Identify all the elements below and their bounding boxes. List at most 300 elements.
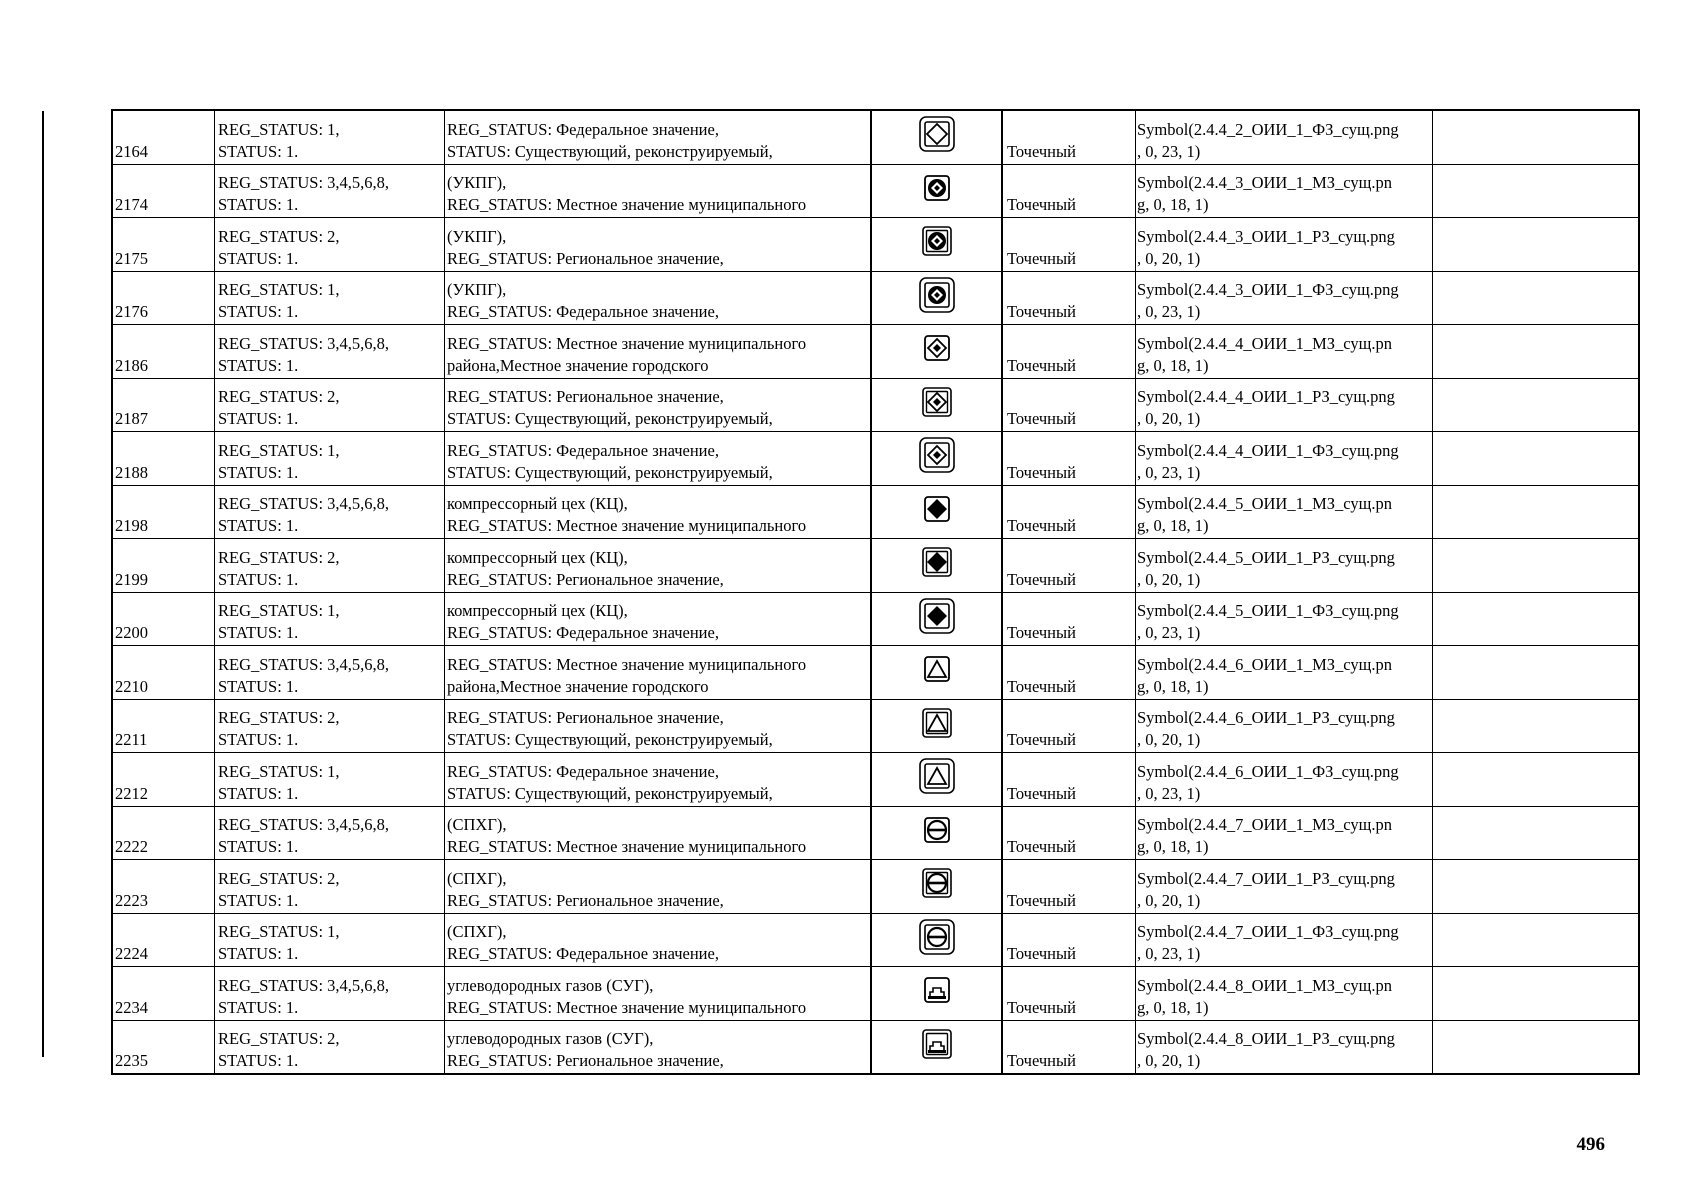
row-description bbox=[445, 913, 872, 967]
row-id bbox=[112, 967, 215, 1021]
row-expression-line: , 0, 20, 1) bbox=[1137, 409, 1201, 428]
row-symbol bbox=[871, 913, 1002, 967]
table-row bbox=[112, 860, 1639, 914]
row-description bbox=[445, 1020, 872, 1074]
row-empty-cell bbox=[1433, 432, 1640, 486]
row-expression bbox=[1136, 110, 1433, 164]
row-type bbox=[1002, 646, 1136, 700]
row-description bbox=[445, 539, 872, 593]
row-expression-line: Symbol(2.4.4_4_ОИИ_1_РЗ_сущ.png bbox=[1137, 387, 1395, 406]
row-type bbox=[1002, 967, 1136, 1021]
table-row bbox=[112, 432, 1639, 486]
compressor-station-federal-icon bbox=[919, 116, 955, 158]
row-expression-line: Symbol(2.4.4_7_ОИИ_1_МЗ_сущ.pn bbox=[1137, 815, 1392, 834]
row-description-line: STATUS: Существующий, реконструируемый, bbox=[447, 730, 773, 749]
row-description-line: (СПХГ), bbox=[447, 922, 507, 941]
row-id bbox=[112, 110, 215, 164]
row-expression bbox=[1136, 646, 1433, 700]
gas-treatment-regional-icon bbox=[919, 223, 955, 265]
row-type-line: Точечный bbox=[1007, 195, 1076, 214]
page-number: 496 bbox=[1576, 1134, 1605, 1155]
row-expression bbox=[1136, 592, 1433, 646]
row-type bbox=[1002, 325, 1136, 379]
row-type bbox=[1002, 218, 1136, 272]
row-description bbox=[445, 485, 872, 539]
row-description-line: (СПХГ), bbox=[447, 868, 507, 888]
row-expression-line: , 0, 23, 1) bbox=[1137, 783, 1201, 803]
row-id-line: 2186 bbox=[115, 355, 148, 375]
row-id bbox=[112, 164, 215, 218]
row-expression-line: , 0, 20, 1) bbox=[1137, 730, 1201, 749]
row-description-line: REG_STATUS: Местное значение муниципального bbox=[447, 654, 807, 674]
row-id-line: 2223 bbox=[115, 890, 148, 910]
row-description bbox=[445, 753, 872, 807]
row-id-line: 2199 bbox=[115, 569, 148, 589]
row-condition bbox=[215, 432, 445, 486]
row-type-line: Точечный bbox=[1007, 783, 1076, 803]
row-condition-line: STATUS: 1. bbox=[218, 783, 299, 803]
table-row bbox=[112, 164, 1639, 218]
row-expression-line: g, 0, 18, 1) bbox=[1137, 355, 1209, 375]
row-expression-line: g, 0, 18, 1) bbox=[1137, 676, 1209, 696]
row-condition-line: STATUS: 1. bbox=[218, 302, 299, 321]
row-condition-line: REG_STATUS: 3,4,5,6,8, bbox=[218, 173, 390, 192]
row-condition-line: REG_STATUS: 1, bbox=[218, 761, 340, 781]
row-type-line: Точечный bbox=[1007, 890, 1076, 910]
row-symbol bbox=[871, 592, 1002, 646]
row-condition-line: STATUS: 1. bbox=[218, 623, 299, 642]
row-description-line: (УКПГ), bbox=[447, 226, 507, 246]
row-expression-line: Symbol(2.4.4_3_ОИИ_1_МЗ_сущ.pn bbox=[1137, 173, 1392, 192]
row-description-line: STATUS: Существующий, реконструируемый, bbox=[447, 409, 773, 428]
gas-treatment-local-icon bbox=[919, 170, 955, 212]
compressor-shop-regional-icon bbox=[919, 544, 955, 586]
table-row bbox=[112, 967, 1639, 1021]
row-expression-line: g, 0, 18, 1) bbox=[1137, 837, 1209, 856]
row-condition bbox=[215, 325, 445, 379]
row-condition bbox=[215, 592, 445, 646]
row-description bbox=[445, 860, 872, 914]
row-description-line: REG_STATUS: Местное значение муниципального bbox=[447, 195, 807, 214]
row-id-line: 2200 bbox=[115, 623, 148, 642]
row-description bbox=[445, 646, 872, 700]
row-type-line: Точечный bbox=[1007, 623, 1076, 642]
row-condition-line: STATUS: 1. bbox=[218, 462, 299, 482]
row-description-line: района,Местное значение городского bbox=[447, 676, 709, 696]
row-type bbox=[1002, 860, 1136, 914]
row-description-line: STATUS: Существующий, реконструируемый, bbox=[447, 783, 773, 803]
row-id bbox=[112, 806, 215, 860]
row-description bbox=[445, 325, 872, 379]
row-type bbox=[1002, 271, 1136, 325]
row-symbol bbox=[871, 485, 1002, 539]
row-empty-cell bbox=[1433, 271, 1640, 325]
table-row bbox=[112, 110, 1639, 164]
lpg-local-icon bbox=[919, 972, 955, 1014]
row-id bbox=[112, 432, 215, 486]
row-description-line: REG_STATUS: Региональное значение, bbox=[447, 569, 724, 589]
row-expression-line: Symbol(2.4.4_7_ОИИ_1_РЗ_сущ.png bbox=[1137, 868, 1395, 888]
row-description-line: REG_STATUS: Региональное значение, bbox=[447, 890, 724, 910]
row-expression-line: Symbol(2.4.4_8_ОИИ_1_МЗ_сущ.pn bbox=[1137, 975, 1392, 995]
row-description-line: углеводородных газов (СУГ), bbox=[447, 1029, 654, 1048]
row-symbol bbox=[871, 646, 1002, 700]
row-empty-cell bbox=[1433, 753, 1640, 807]
row-condition-line: REG_STATUS: 2, bbox=[218, 226, 340, 246]
row-description-line: компрессорный цех (КЦ), bbox=[447, 547, 628, 567]
row-description-line: REG_STATUS: Федеральное значение, bbox=[447, 302, 719, 321]
row-condition-line: STATUS: 1. bbox=[218, 676, 299, 696]
row-expression-line: , 0, 23, 1) bbox=[1137, 462, 1201, 482]
row-type-line: Точечный bbox=[1007, 248, 1076, 268]
row-condition bbox=[215, 378, 445, 432]
row-id-line: 2176 bbox=[115, 302, 148, 321]
row-id bbox=[112, 592, 215, 646]
row-condition-line: REG_STATUS: 3,4,5,6,8, bbox=[218, 975, 390, 995]
row-symbol bbox=[871, 271, 1002, 325]
row-description-line: REG_STATUS: Местное значение муниципального bbox=[447, 333, 807, 353]
row-empty-cell bbox=[1433, 325, 1640, 379]
row-description-line: REG_STATUS: Федеральное значение, bbox=[447, 623, 719, 642]
table-row bbox=[112, 806, 1639, 860]
row-id bbox=[112, 218, 215, 272]
row-expression-line: g, 0, 18, 1) bbox=[1137, 195, 1209, 214]
row-condition bbox=[215, 218, 445, 272]
row-description bbox=[445, 271, 872, 325]
row-condition-line: REG_STATUS: 1, bbox=[218, 922, 340, 941]
row-condition-line: REG_STATUS: 1, bbox=[218, 119, 340, 139]
row-expression-line: Symbol(2.4.4_3_ОИИ_1_ФЗ_сущ.png bbox=[1137, 280, 1399, 299]
row-expression-line: , 0, 23, 1) bbox=[1137, 302, 1201, 321]
row-type bbox=[1002, 753, 1136, 807]
row-id-line: 2188 bbox=[115, 462, 148, 482]
gas-treatment-federal-icon bbox=[919, 277, 955, 319]
row-description-line: REG_STATUS: Федеральное значение, bbox=[447, 440, 719, 460]
row-condition bbox=[215, 539, 445, 593]
row-condition-line: STATUS: 1. bbox=[218, 730, 299, 749]
row-expression-line: Symbol(2.4.4_2_ОИИ_1_ФЗ_сущ.png bbox=[1137, 119, 1399, 139]
storage-federal-icon bbox=[919, 919, 955, 961]
row-description bbox=[445, 967, 872, 1021]
row-description bbox=[445, 218, 872, 272]
row-condition-line: STATUS: 1. bbox=[218, 569, 299, 589]
row-description-line: (УКПГ), bbox=[447, 280, 507, 299]
row-type bbox=[1002, 1020, 1136, 1074]
row-type-line: Точечный bbox=[1007, 409, 1076, 428]
row-expression bbox=[1136, 860, 1433, 914]
row-condition-line: STATUS: 1. bbox=[218, 997, 299, 1017]
row-description-line: REG_STATUS: Региональное значение, bbox=[447, 387, 724, 406]
row-type-line: Точечный bbox=[1007, 462, 1076, 482]
row-type-line: Точечный bbox=[1007, 944, 1076, 963]
row-description-line: углеводородных газов (СУГ), bbox=[447, 975, 654, 995]
triangle-federal-icon bbox=[919, 758, 955, 800]
row-type bbox=[1002, 699, 1136, 753]
table-row bbox=[112, 913, 1639, 967]
row-expression-line: Symbol(2.4.4_5_ОИИ_1_МЗ_сущ.pn bbox=[1137, 494, 1392, 513]
row-condition-line: STATUS: 1. bbox=[218, 409, 299, 428]
row-condition-line: REG_STATUS: 2, bbox=[218, 708, 340, 727]
row-id bbox=[112, 378, 215, 432]
row-type-line: Точечный bbox=[1007, 302, 1076, 321]
row-condition bbox=[215, 1020, 445, 1074]
row-type bbox=[1002, 539, 1136, 593]
row-expression-line: , 0, 20, 1) bbox=[1137, 890, 1201, 910]
row-condition bbox=[215, 753, 445, 807]
row-symbol bbox=[871, 806, 1002, 860]
row-description bbox=[445, 432, 872, 486]
lpg-regional-icon bbox=[919, 1026, 955, 1068]
row-expression bbox=[1136, 806, 1433, 860]
row-expression-line: , 0, 23, 1) bbox=[1137, 623, 1201, 642]
row-type bbox=[1002, 592, 1136, 646]
storage-regional-icon bbox=[919, 865, 955, 907]
table-row bbox=[112, 646, 1639, 700]
row-condition bbox=[215, 860, 445, 914]
row-type-line: Точечный bbox=[1007, 141, 1076, 161]
row-condition-line: STATUS: 1. bbox=[218, 837, 299, 856]
row-description bbox=[445, 699, 872, 753]
row-condition-line: REG_STATUS: 3,4,5,6,8, bbox=[218, 654, 390, 674]
row-type-line: Точечный bbox=[1007, 1051, 1076, 1070]
row-symbol bbox=[871, 218, 1002, 272]
row-condition-line: STATUS: 1. bbox=[218, 890, 299, 910]
row-id bbox=[112, 1020, 215, 1074]
row-id-line: 2174 bbox=[115, 195, 148, 214]
row-type bbox=[1002, 432, 1136, 486]
row-symbol bbox=[871, 539, 1002, 593]
row-condition bbox=[215, 164, 445, 218]
row-description-line: STATUS: Существующий, реконструируемый, bbox=[447, 141, 773, 161]
row-expression-line: Symbol(2.4.4_5_ОИИ_1_РЗ_сущ.png bbox=[1137, 547, 1395, 567]
row-empty-cell bbox=[1433, 806, 1640, 860]
row-symbol bbox=[871, 699, 1002, 753]
row-id-line: 2198 bbox=[115, 516, 148, 535]
row-id bbox=[112, 485, 215, 539]
row-id bbox=[112, 646, 215, 700]
row-expression bbox=[1136, 164, 1433, 218]
row-type-line: Точечный bbox=[1007, 730, 1076, 749]
row-empty-cell bbox=[1433, 378, 1640, 432]
row-condition bbox=[215, 699, 445, 753]
row-id-line: 2212 bbox=[115, 783, 148, 803]
row-id bbox=[112, 753, 215, 807]
row-condition-line: REG_STATUS: 3,4,5,6,8, bbox=[218, 333, 390, 353]
row-condition bbox=[215, 913, 445, 967]
row-description-line: REG_STATUS: Местное значение муниципального bbox=[447, 516, 807, 535]
gas-station-federal-icon bbox=[919, 437, 955, 479]
row-type-line: Точечный bbox=[1007, 355, 1076, 375]
row-type-line: Точечный bbox=[1007, 516, 1076, 535]
table-row bbox=[112, 699, 1639, 753]
row-description bbox=[445, 592, 872, 646]
row-type-line: Точечный bbox=[1007, 569, 1076, 589]
row-description bbox=[445, 110, 872, 164]
row-description-line: района,Местное значение городского bbox=[447, 355, 709, 375]
row-type-line: Точечный bbox=[1007, 997, 1076, 1017]
row-condition bbox=[215, 967, 445, 1021]
row-description-line: (УКПГ), bbox=[447, 173, 507, 192]
row-expression bbox=[1136, 378, 1433, 432]
row-symbol bbox=[871, 432, 1002, 486]
row-empty-cell bbox=[1433, 539, 1640, 593]
storage-local-icon bbox=[919, 812, 955, 854]
row-type bbox=[1002, 913, 1136, 967]
row-id bbox=[112, 860, 215, 914]
row-expression bbox=[1136, 485, 1433, 539]
row-type bbox=[1002, 378, 1136, 432]
triangle-regional-icon bbox=[919, 705, 955, 747]
row-condition-line: STATUS: 1. bbox=[218, 944, 299, 963]
row-expression-line: Symbol(2.4.4_4_ОИИ_1_МЗ_сущ.pn bbox=[1137, 333, 1392, 353]
gas-station-local-icon bbox=[919, 330, 955, 372]
row-expression bbox=[1136, 432, 1433, 486]
row-description-line: REG_STATUS: Региональное значение, bbox=[447, 1051, 724, 1070]
row-symbol bbox=[871, 753, 1002, 807]
row-empty-cell bbox=[1433, 110, 1640, 164]
row-id bbox=[112, 325, 215, 379]
row-description bbox=[445, 164, 872, 218]
row-type-line: Точечный bbox=[1007, 837, 1076, 856]
gas-station-regional-icon bbox=[919, 384, 955, 426]
row-symbol bbox=[871, 967, 1002, 1021]
row-empty-cell bbox=[1433, 592, 1640, 646]
table-row bbox=[112, 378, 1639, 432]
row-id-line: 2175 bbox=[115, 248, 148, 268]
row-empty-cell bbox=[1433, 218, 1640, 272]
row-description-line: REG_STATUS: Федеральное значение, bbox=[447, 944, 719, 963]
row-description-line: REG_STATUS: Региональное значение, bbox=[447, 248, 724, 268]
row-expression-line: Symbol(2.4.4_5_ОИИ_1_ФЗ_сущ.png bbox=[1137, 601, 1399, 620]
row-condition-line: STATUS: 1. bbox=[218, 1051, 299, 1070]
row-id bbox=[112, 699, 215, 753]
row-expression-line: Symbol(2.4.4_7_ОИИ_1_ФЗ_сущ.png bbox=[1137, 922, 1399, 941]
table-row bbox=[112, 539, 1639, 593]
compressor-shop-local-icon bbox=[919, 491, 955, 533]
row-description-line: REG_STATUS: Местное значение муниципального bbox=[447, 837, 807, 856]
row-id bbox=[112, 539, 215, 593]
row-expression bbox=[1136, 753, 1433, 807]
row-description-line: компрессорный цех (КЦ), bbox=[447, 494, 628, 513]
row-expression bbox=[1136, 539, 1433, 593]
row-condition-line: REG_STATUS: 1, bbox=[218, 601, 340, 620]
row-condition-line: REG_STATUS: 2, bbox=[218, 1029, 340, 1048]
row-condition-line: REG_STATUS: 2, bbox=[218, 547, 340, 567]
row-expression-line: , 0, 23, 1) bbox=[1137, 944, 1201, 963]
row-condition-line: STATUS: 1. bbox=[218, 355, 299, 375]
row-id bbox=[112, 913, 215, 967]
row-description-line: (СПХГ), bbox=[447, 815, 507, 834]
row-description bbox=[445, 378, 872, 432]
row-condition bbox=[215, 110, 445, 164]
row-id-line: 2234 bbox=[115, 997, 148, 1017]
row-description-line: REG_STATUS: Федеральное значение, bbox=[447, 119, 719, 139]
row-expression-line: , 0, 20, 1) bbox=[1137, 248, 1201, 268]
row-condition bbox=[215, 646, 445, 700]
row-empty-cell bbox=[1433, 699, 1640, 753]
row-id-line: 2222 bbox=[115, 837, 148, 856]
row-expression bbox=[1136, 271, 1433, 325]
row-type bbox=[1002, 164, 1136, 218]
row-expression bbox=[1136, 1020, 1433, 1074]
table-row bbox=[112, 485, 1639, 539]
row-id-line: 2187 bbox=[115, 409, 148, 428]
row-expression-line: g, 0, 18, 1) bbox=[1137, 997, 1209, 1017]
row-id-line: 2210 bbox=[115, 676, 148, 696]
table-row bbox=[112, 218, 1639, 272]
row-expression bbox=[1136, 699, 1433, 753]
row-type bbox=[1002, 806, 1136, 860]
row-expression-line: Symbol(2.4.4_6_ОИИ_1_ФЗ_сущ.png bbox=[1137, 761, 1399, 781]
table-row bbox=[112, 1020, 1639, 1074]
row-empty-cell bbox=[1433, 485, 1640, 539]
triangle-local-icon bbox=[919, 651, 955, 693]
row-expression-line: , 0, 23, 1) bbox=[1137, 141, 1201, 161]
row-condition-line: REG_STATUS: 3,4,5,6,8, bbox=[218, 494, 390, 513]
row-condition-line: STATUS: 1. bbox=[218, 516, 299, 535]
row-expression-line: Symbol(2.4.4_6_ОИИ_1_МЗ_сущ.pn bbox=[1137, 654, 1392, 674]
row-condition-line: STATUS: 1. bbox=[218, 248, 299, 268]
row-id-line: 2224 bbox=[115, 944, 148, 963]
row-symbol bbox=[871, 164, 1002, 218]
row-id bbox=[112, 271, 215, 325]
row-symbol bbox=[871, 325, 1002, 379]
row-empty-cell bbox=[1433, 164, 1640, 218]
row-description-line: STATUS: Существующий, реконструируемый, bbox=[447, 462, 773, 482]
row-empty-cell bbox=[1433, 860, 1640, 914]
row-type-line: Точечный bbox=[1007, 676, 1076, 696]
row-condition-line: STATUS: 1. bbox=[218, 195, 299, 214]
row-condition-line: REG_STATUS: 1, bbox=[218, 440, 340, 460]
row-empty-cell bbox=[1433, 646, 1640, 700]
row-condition bbox=[215, 271, 445, 325]
row-condition-line: REG_STATUS: 1, bbox=[218, 280, 340, 299]
table-body bbox=[112, 110, 1639, 1074]
row-expression bbox=[1136, 325, 1433, 379]
row-symbol bbox=[871, 1020, 1002, 1074]
row-symbol bbox=[871, 860, 1002, 914]
row-description-line: REG_STATUS: Региональное значение, bbox=[447, 708, 724, 727]
table-row bbox=[112, 592, 1639, 646]
row-expression-line: Symbol(2.4.4_6_ОИИ_1_РЗ_сущ.png bbox=[1137, 708, 1395, 727]
table-row bbox=[112, 753, 1639, 807]
row-expression-line: Symbol(2.4.4_3_ОИИ_1_РЗ_сущ.png bbox=[1137, 226, 1395, 246]
row-description-line: REG_STATUS: Местное значение муниципального bbox=[447, 997, 807, 1017]
row-expression-line: g, 0, 18, 1) bbox=[1137, 516, 1209, 535]
margin-line bbox=[42, 111, 44, 1057]
table-row bbox=[112, 325, 1639, 379]
row-expression-line: Symbol(2.4.4_8_ОИИ_1_РЗ_сущ.png bbox=[1137, 1029, 1395, 1048]
row-empty-cell bbox=[1433, 967, 1640, 1021]
row-description-line: компрессорный цех (КЦ), bbox=[447, 601, 628, 620]
row-empty-cell bbox=[1433, 1020, 1640, 1074]
row-condition bbox=[215, 806, 445, 860]
row-condition-line: REG_STATUS: 3,4,5,6,8, bbox=[218, 815, 390, 834]
row-condition-line: REG_STATUS: 2, bbox=[218, 868, 340, 888]
row-expression bbox=[1136, 218, 1433, 272]
symbol-table bbox=[111, 109, 1640, 1075]
row-symbol bbox=[871, 110, 1002, 164]
row-expression-line: Symbol(2.4.4_4_ОИИ_1_ФЗ_сущ.png bbox=[1137, 440, 1399, 460]
row-condition-line: STATUS: 1. bbox=[218, 141, 299, 161]
row-id-line: 2164 bbox=[115, 141, 148, 161]
row-expression bbox=[1136, 913, 1433, 967]
row-expression-line: , 0, 20, 1) bbox=[1137, 569, 1201, 589]
compressor-shop-federal-icon bbox=[919, 598, 955, 640]
row-condition bbox=[215, 485, 445, 539]
row-empty-cell bbox=[1433, 913, 1640, 967]
row-description-line: REG_STATUS: Федеральное значение, bbox=[447, 761, 719, 781]
